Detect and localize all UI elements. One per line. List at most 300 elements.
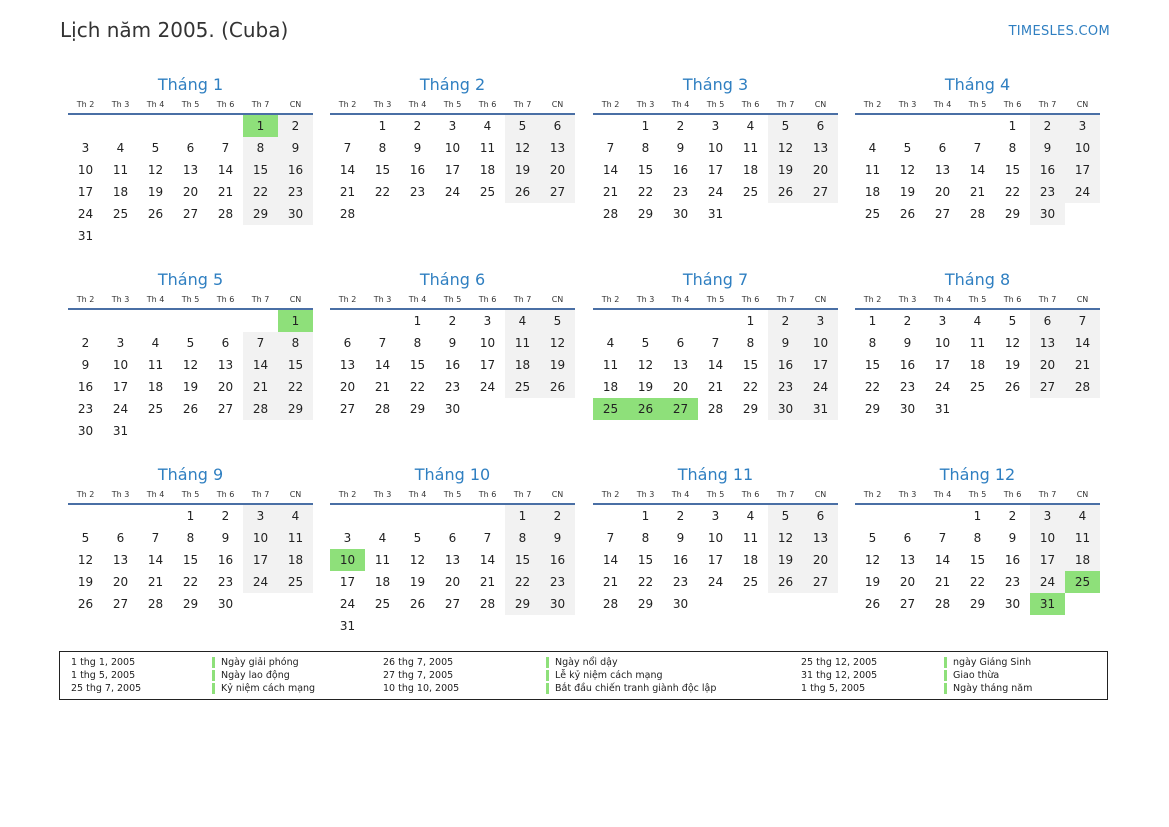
day-cell[interactable]: 7: [221, 141, 230, 155]
day-cell[interactable]: 2: [413, 119, 422, 133]
day-cell[interactable]: 24: [1030, 571, 1065, 593]
day-cell[interactable]: 6: [803, 114, 838, 137]
day-cell[interactable]: 8: [378, 141, 387, 155]
day-cell[interactable]: 24: [707, 185, 724, 199]
day-cell[interactable]: 4: [378, 531, 387, 545]
day-cell[interactable]: 12: [505, 137, 540, 159]
day-cell[interactable]: 21: [147, 575, 164, 589]
day-cell[interactable]: 6: [343, 336, 352, 350]
day-cell[interactable]: 3: [803, 309, 838, 332]
day-cell[interactable]: 18: [742, 163, 759, 177]
day-cell[interactable]: 20: [672, 380, 689, 394]
day-cell[interactable]: 27: [112, 597, 129, 611]
day-cell[interactable]: 3: [116, 336, 125, 350]
day-cell[interactable]: 25: [1065, 571, 1100, 593]
day-cell[interactable]: 16: [540, 549, 575, 571]
day-cell[interactable]: 18: [969, 358, 986, 372]
day-cell[interactable]: 3: [711, 509, 720, 523]
day-cell[interactable]: 5: [1008, 314, 1017, 328]
day-cell[interactable]: 23: [409, 185, 426, 199]
day-cell[interactable]: 27: [1030, 376, 1065, 398]
day-cell[interactable]: 25: [112, 207, 129, 221]
day-cell[interactable]: 16: [444, 358, 461, 372]
day-cell[interactable]: 1: [868, 314, 877, 328]
day-cell[interactable]: 1: [746, 314, 755, 328]
day-cell[interactable]: 5: [413, 531, 422, 545]
day-cell[interactable]: 24: [77, 207, 94, 221]
day-cell[interactable]: 2: [903, 314, 912, 328]
day-cell[interactable]: 1: [186, 509, 195, 523]
day-cell[interactable]: 14: [217, 163, 234, 177]
day-cell[interactable]: 10: [330, 549, 365, 571]
day-cell[interactable]: 7: [606, 531, 615, 545]
day-cell[interactable]: 21: [217, 185, 234, 199]
brand-link[interactable]: TIMESLES.COM: [1008, 24, 1110, 39]
day-cell[interactable]: 13: [899, 553, 916, 567]
day-cell[interactable]: 21: [602, 575, 619, 589]
day-cell[interactable]: 25: [742, 185, 759, 199]
day-cell[interactable]: 20: [112, 575, 129, 589]
day-cell[interactable]: 22: [742, 380, 759, 394]
day-cell[interactable]: 4: [746, 509, 755, 523]
day-cell[interactable]: 10: [77, 163, 94, 177]
day-cell[interactable]: 10: [112, 358, 129, 372]
day-cell[interactable]: 10: [243, 527, 278, 549]
day-cell[interactable]: 26: [1004, 380, 1021, 394]
day-cell[interactable]: 27: [899, 597, 916, 611]
day-cell[interactable]: 20: [803, 549, 838, 571]
day-cell[interactable]: 3: [243, 504, 278, 527]
day-cell[interactable]: 17: [707, 163, 724, 177]
day-cell[interactable]: 2: [768, 309, 803, 332]
day-cell[interactable]: 1: [505, 504, 540, 527]
day-cell[interactable]: 19: [147, 185, 164, 199]
day-cell[interactable]: 22: [637, 575, 654, 589]
day-cell[interactable]: 4: [1065, 504, 1100, 527]
day-cell[interactable]: 19: [899, 185, 916, 199]
day-cell[interactable]: 23: [1030, 181, 1065, 203]
day-cell[interactable]: 27: [339, 402, 356, 416]
day-cell[interactable]: 6: [1030, 309, 1065, 332]
day-cell[interactable]: 11: [147, 358, 164, 372]
day-cell[interactable]: 6: [938, 141, 947, 155]
day-cell[interactable]: 26: [628, 398, 663, 420]
day-cell[interactable]: 27: [444, 597, 461, 611]
day-cell[interactable]: 2: [676, 509, 685, 523]
day-cell[interactable]: 21: [374, 380, 391, 394]
day-cell[interactable]: 26: [147, 207, 164, 221]
day-cell[interactable]: 21: [969, 185, 986, 199]
day-cell[interactable]: 14: [479, 553, 496, 567]
day-cell[interactable]: 30: [672, 597, 689, 611]
day-cell[interactable]: 9: [278, 137, 313, 159]
day-cell[interactable]: 6: [448, 531, 457, 545]
day-cell[interactable]: 21: [934, 575, 951, 589]
day-cell[interactable]: 11: [374, 553, 391, 567]
day-cell[interactable]: 23: [672, 185, 689, 199]
day-cell[interactable]: 23: [444, 380, 461, 394]
day-cell[interactable]: 13: [217, 358, 234, 372]
day-cell[interactable]: 10: [444, 141, 461, 155]
day-cell[interactable]: 11: [505, 332, 540, 354]
day-cell[interactable]: 13: [339, 358, 356, 372]
day-cell[interactable]: 28: [374, 402, 391, 416]
day-cell[interactable]: 5: [868, 531, 877, 545]
day-cell[interactable]: 17: [243, 549, 278, 571]
day-cell[interactable]: 7: [606, 141, 615, 155]
day-cell[interactable]: 18: [1065, 549, 1100, 571]
day-cell[interactable]: 23: [540, 571, 575, 593]
day-cell[interactable]: 24: [112, 402, 129, 416]
day-cell[interactable]: 2: [448, 314, 457, 328]
day-cell[interactable]: 3: [448, 119, 457, 133]
day-cell[interactable]: 30: [1030, 203, 1065, 225]
day-cell[interactable]: 25: [593, 398, 628, 420]
day-cell[interactable]: 6: [903, 531, 912, 545]
day-cell[interactable]: 13: [934, 163, 951, 177]
day-cell[interactable]: 12: [899, 163, 916, 177]
day-cell[interactable]: 7: [973, 141, 982, 155]
day-cell[interactable]: 6: [676, 336, 685, 350]
day-cell[interactable]: 11: [278, 527, 313, 549]
day-cell[interactable]: 20: [182, 185, 199, 199]
day-cell[interactable]: 28: [243, 398, 278, 420]
day-cell[interactable]: 28: [969, 207, 986, 221]
day-cell[interactable]: 17: [444, 163, 461, 177]
day-cell[interactable]: 12: [864, 553, 881, 567]
day-cell[interactable]: 20: [934, 185, 951, 199]
day-cell[interactable]: 9: [540, 527, 575, 549]
day-cell[interactable]: 18: [112, 185, 129, 199]
day-cell[interactable]: 1: [1008, 119, 1017, 133]
day-cell[interactable]: 15: [409, 358, 426, 372]
day-cell[interactable]: 17: [479, 358, 496, 372]
day-cell[interactable]: 15: [864, 358, 881, 372]
day-cell[interactable]: 8: [973, 531, 982, 545]
day-cell[interactable]: 30: [1004, 597, 1021, 611]
day-cell[interactable]: 17: [1065, 159, 1100, 181]
day-cell[interactable]: 28: [1065, 376, 1100, 398]
day-cell[interactable]: 20: [1030, 354, 1065, 376]
day-cell[interactable]: 1: [641, 119, 650, 133]
day-cell[interactable]: 27: [182, 207, 199, 221]
day-cell[interactable]: 16: [768, 354, 803, 376]
day-cell[interactable]: 19: [864, 575, 881, 589]
day-cell[interactable]: 29: [637, 207, 654, 221]
day-cell[interactable]: 27: [803, 181, 838, 203]
day-cell[interactable]: 1: [278, 309, 313, 332]
day-cell[interactable]: 4: [746, 119, 755, 133]
day-cell[interactable]: 11: [742, 531, 759, 545]
day-cell[interactable]: 23: [1004, 575, 1021, 589]
day-cell[interactable]: 26: [768, 181, 803, 203]
day-cell[interactable]: 5: [540, 309, 575, 332]
day-cell[interactable]: 26: [409, 597, 426, 611]
day-cell[interactable]: 29: [278, 398, 313, 420]
day-cell[interactable]: 25: [278, 571, 313, 593]
day-cell[interactable]: 22: [374, 185, 391, 199]
day-cell[interactable]: 16: [77, 380, 94, 394]
day-cell[interactable]: 20: [899, 575, 916, 589]
day-cell[interactable]: 26: [864, 597, 881, 611]
day-cell[interactable]: 15: [278, 354, 313, 376]
day-cell[interactable]: 19: [1004, 358, 1021, 372]
day-cell[interactable]: 7: [343, 141, 352, 155]
day-cell[interactable]: 14: [934, 553, 951, 567]
day-cell[interactable]: 24: [479, 380, 496, 394]
day-cell[interactable]: 30: [768, 398, 803, 420]
day-cell[interactable]: 1: [973, 509, 982, 523]
day-cell[interactable]: 6: [186, 141, 195, 155]
day-cell[interactable]: 13: [182, 163, 199, 177]
day-cell[interactable]: 11: [112, 163, 129, 177]
day-cell[interactable]: 22: [969, 575, 986, 589]
day-cell[interactable]: 2: [676, 119, 685, 133]
day-cell[interactable]: 25: [374, 597, 391, 611]
day-cell[interactable]: 25: [969, 380, 986, 394]
day-cell[interactable]: 9: [221, 531, 230, 545]
day-cell[interactable]: 27: [540, 181, 575, 203]
day-cell[interactable]: 15: [505, 549, 540, 571]
day-cell[interactable]: 29: [182, 597, 199, 611]
day-cell[interactable]: 10: [479, 336, 496, 350]
day-cell[interactable]: 12: [540, 332, 575, 354]
day-cell[interactable]: 4: [116, 141, 125, 155]
day-cell[interactable]: 16: [672, 163, 689, 177]
day-cell[interactable]: 12: [182, 358, 199, 372]
day-cell[interactable]: 18: [505, 354, 540, 376]
day-cell[interactable]: 24: [707, 575, 724, 589]
day-cell[interactable]: 4: [973, 314, 982, 328]
day-cell[interactable]: 16: [217, 553, 234, 567]
day-cell[interactable]: 25: [742, 575, 759, 589]
day-cell[interactable]: 16: [672, 553, 689, 567]
day-cell[interactable]: 26: [77, 597, 94, 611]
day-cell[interactable]: 30: [899, 402, 916, 416]
day-cell[interactable]: 22: [278, 376, 313, 398]
day-cell[interactable]: 13: [672, 358, 689, 372]
day-cell[interactable]: 14: [1065, 332, 1100, 354]
day-cell[interactable]: 18: [278, 549, 313, 571]
day-cell[interactable]: 26: [768, 571, 803, 593]
day-cell[interactable]: 18: [864, 185, 881, 199]
day-cell[interactable]: 22: [409, 380, 426, 394]
day-cell[interactable]: 5: [505, 114, 540, 137]
day-cell[interactable]: 29: [1004, 207, 1021, 221]
day-cell[interactable]: 19: [540, 354, 575, 376]
day-cell[interactable]: 13: [803, 527, 838, 549]
day-cell[interactable]: 15: [637, 553, 654, 567]
day-cell[interactable]: 26: [540, 376, 575, 398]
day-cell[interactable]: 30: [444, 402, 461, 416]
day-cell[interactable]: 31: [77, 229, 94, 243]
day-cell[interactable]: 17: [934, 358, 951, 372]
day-cell[interactable]: 31: [934, 402, 951, 416]
day-cell[interactable]: 27: [934, 207, 951, 221]
day-cell[interactable]: 11: [602, 358, 619, 372]
day-cell[interactable]: 17: [112, 380, 129, 394]
day-cell[interactable]: 8: [641, 141, 650, 155]
day-cell[interactable]: 31: [803, 398, 838, 420]
day-cell[interactable]: 2: [1030, 114, 1065, 137]
day-cell[interactable]: 9: [448, 336, 457, 350]
day-cell[interactable]: 2: [81, 336, 90, 350]
day-cell[interactable]: 7: [243, 332, 278, 354]
day-cell[interactable]: 4: [505, 309, 540, 332]
day-cell[interactable]: 9: [903, 336, 912, 350]
day-cell[interactable]: 20: [540, 159, 575, 181]
day-cell[interactable]: 2: [1008, 509, 1017, 523]
day-cell[interactable]: 30: [217, 597, 234, 611]
day-cell[interactable]: 11: [864, 163, 881, 177]
day-cell[interactable]: 23: [899, 380, 916, 394]
day-cell[interactable]: 23: [217, 575, 234, 589]
day-cell[interactable]: 17: [707, 553, 724, 567]
day-cell[interactable]: 3: [483, 314, 492, 328]
day-cell[interactable]: 8: [746, 336, 755, 350]
day-cell[interactable]: 28: [339, 207, 356, 221]
day-cell[interactable]: 10: [934, 336, 951, 350]
day-cell[interactable]: 21: [602, 185, 619, 199]
day-cell[interactable]: 14: [969, 163, 986, 177]
day-cell[interactable]: 8: [413, 336, 422, 350]
day-cell[interactable]: 31: [707, 207, 724, 221]
day-cell[interactable]: 12: [637, 358, 654, 372]
day-cell[interactable]: 1: [413, 314, 422, 328]
day-cell[interactable]: 28: [479, 597, 496, 611]
day-cell[interactable]: 21: [339, 185, 356, 199]
day-cell[interactable]: 23: [768, 376, 803, 398]
day-cell[interactable]: 18: [147, 380, 164, 394]
day-cell[interactable]: 14: [374, 358, 391, 372]
day-cell[interactable]: 15: [243, 159, 278, 181]
day-cell[interactable]: 28: [602, 207, 619, 221]
day-cell[interactable]: 19: [409, 575, 426, 589]
day-cell[interactable]: 2: [278, 114, 313, 137]
day-cell[interactable]: 24: [1065, 181, 1100, 203]
day-cell[interactable]: 27: [217, 402, 234, 416]
day-cell[interactable]: 10: [1065, 137, 1100, 159]
day-cell[interactable]: 21: [243, 376, 278, 398]
day-cell[interactable]: 28: [147, 597, 164, 611]
day-cell[interactable]: 24: [339, 597, 356, 611]
day-cell[interactable]: 11: [969, 336, 986, 350]
day-cell[interactable]: 8: [278, 332, 313, 354]
day-cell[interactable]: 9: [768, 332, 803, 354]
day-cell[interactable]: 22: [864, 380, 881, 394]
day-cell[interactable]: 14: [602, 553, 619, 567]
day-cell[interactable]: 4: [868, 141, 877, 155]
day-cell[interactable]: 10: [707, 531, 724, 545]
day-cell[interactable]: 4: [278, 504, 313, 527]
day-cell[interactable]: 29: [409, 402, 426, 416]
day-cell[interactable]: 20: [339, 380, 356, 394]
day-cell[interactable]: 19: [505, 159, 540, 181]
day-cell[interactable]: 3: [938, 314, 947, 328]
day-cell[interactable]: 10: [803, 332, 838, 354]
day-cell[interactable]: 29: [505, 593, 540, 615]
day-cell[interactable]: 16: [1030, 159, 1065, 181]
day-cell[interactable]: 7: [483, 531, 492, 545]
day-cell[interactable]: 8: [186, 531, 195, 545]
day-cell[interactable]: 11: [479, 141, 496, 155]
day-cell[interactable]: 14: [147, 553, 164, 567]
day-cell[interactable]: 9: [413, 141, 422, 155]
day-cell[interactable]: 28: [217, 207, 234, 221]
day-cell[interactable]: 12: [768, 137, 803, 159]
day-cell[interactable]: 10: [1030, 527, 1065, 549]
day-cell[interactable]: 7: [938, 531, 947, 545]
day-cell[interactable]: 15: [637, 163, 654, 177]
day-cell[interactable]: 13: [803, 137, 838, 159]
day-cell[interactable]: 7: [711, 336, 720, 350]
day-cell[interactable]: 29: [742, 402, 759, 416]
day-cell[interactable]: 8: [505, 527, 540, 549]
day-cell[interactable]: 21: [707, 380, 724, 394]
day-cell[interactable]: 6: [116, 531, 125, 545]
day-cell[interactable]: 12: [147, 163, 164, 177]
day-cell[interactable]: 4: [483, 119, 492, 133]
day-cell[interactable]: 8: [243, 137, 278, 159]
day-cell[interactable]: 28: [707, 402, 724, 416]
day-cell[interactable]: 28: [602, 597, 619, 611]
day-cell[interactable]: 17: [803, 354, 838, 376]
day-cell[interactable]: 18: [742, 553, 759, 567]
day-cell[interactable]: 31: [112, 424, 129, 438]
day-cell[interactable]: 15: [182, 553, 199, 567]
day-cell[interactable]: 9: [676, 531, 685, 545]
day-cell[interactable]: 20: [444, 575, 461, 589]
day-cell[interactable]: 8: [868, 336, 877, 350]
day-cell[interactable]: 5: [186, 336, 195, 350]
day-cell[interactable]: 14: [339, 163, 356, 177]
day-cell[interactable]: 30: [540, 593, 575, 615]
day-cell[interactable]: 1: [378, 119, 387, 133]
day-cell[interactable]: 30: [77, 424, 94, 438]
day-cell[interactable]: 9: [81, 358, 90, 372]
day-cell[interactable]: 19: [768, 549, 803, 571]
day-cell[interactable]: 19: [77, 575, 94, 589]
day-cell[interactable]: 16: [409, 163, 426, 177]
day-cell[interactable]: 22: [243, 181, 278, 203]
day-cell[interactable]: 7: [151, 531, 160, 545]
day-cell[interactable]: 26: [505, 181, 540, 203]
day-cell[interactable]: 6: [803, 504, 838, 527]
day-cell[interactable]: 25: [505, 376, 540, 398]
day-cell[interactable]: 25: [479, 185, 496, 199]
day-cell[interactable]: 2: [540, 504, 575, 527]
day-cell[interactable]: 24: [444, 185, 461, 199]
day-cell[interactable]: 11: [742, 141, 759, 155]
day-cell[interactable]: 9: [1030, 137, 1065, 159]
day-cell[interactable]: 18: [602, 380, 619, 394]
day-cell[interactable]: 5: [81, 531, 90, 545]
day-cell[interactable]: 8: [1008, 141, 1017, 155]
day-cell[interactable]: 25: [864, 207, 881, 221]
day-cell[interactable]: 27: [803, 571, 838, 593]
day-cell[interactable]: 4: [151, 336, 160, 350]
day-cell[interactable]: 8: [641, 531, 650, 545]
day-cell[interactable]: 3: [711, 119, 720, 133]
day-cell[interactable]: 12: [409, 553, 426, 567]
day-cell[interactable]: 15: [969, 553, 986, 567]
day-cell[interactable]: 18: [374, 575, 391, 589]
day-cell[interactable]: 13: [1030, 332, 1065, 354]
day-cell[interactable]: 13: [112, 553, 129, 567]
day-cell[interactable]: 23: [77, 402, 94, 416]
day-cell[interactable]: 4: [606, 336, 615, 350]
day-cell[interactable]: 15: [374, 163, 391, 177]
